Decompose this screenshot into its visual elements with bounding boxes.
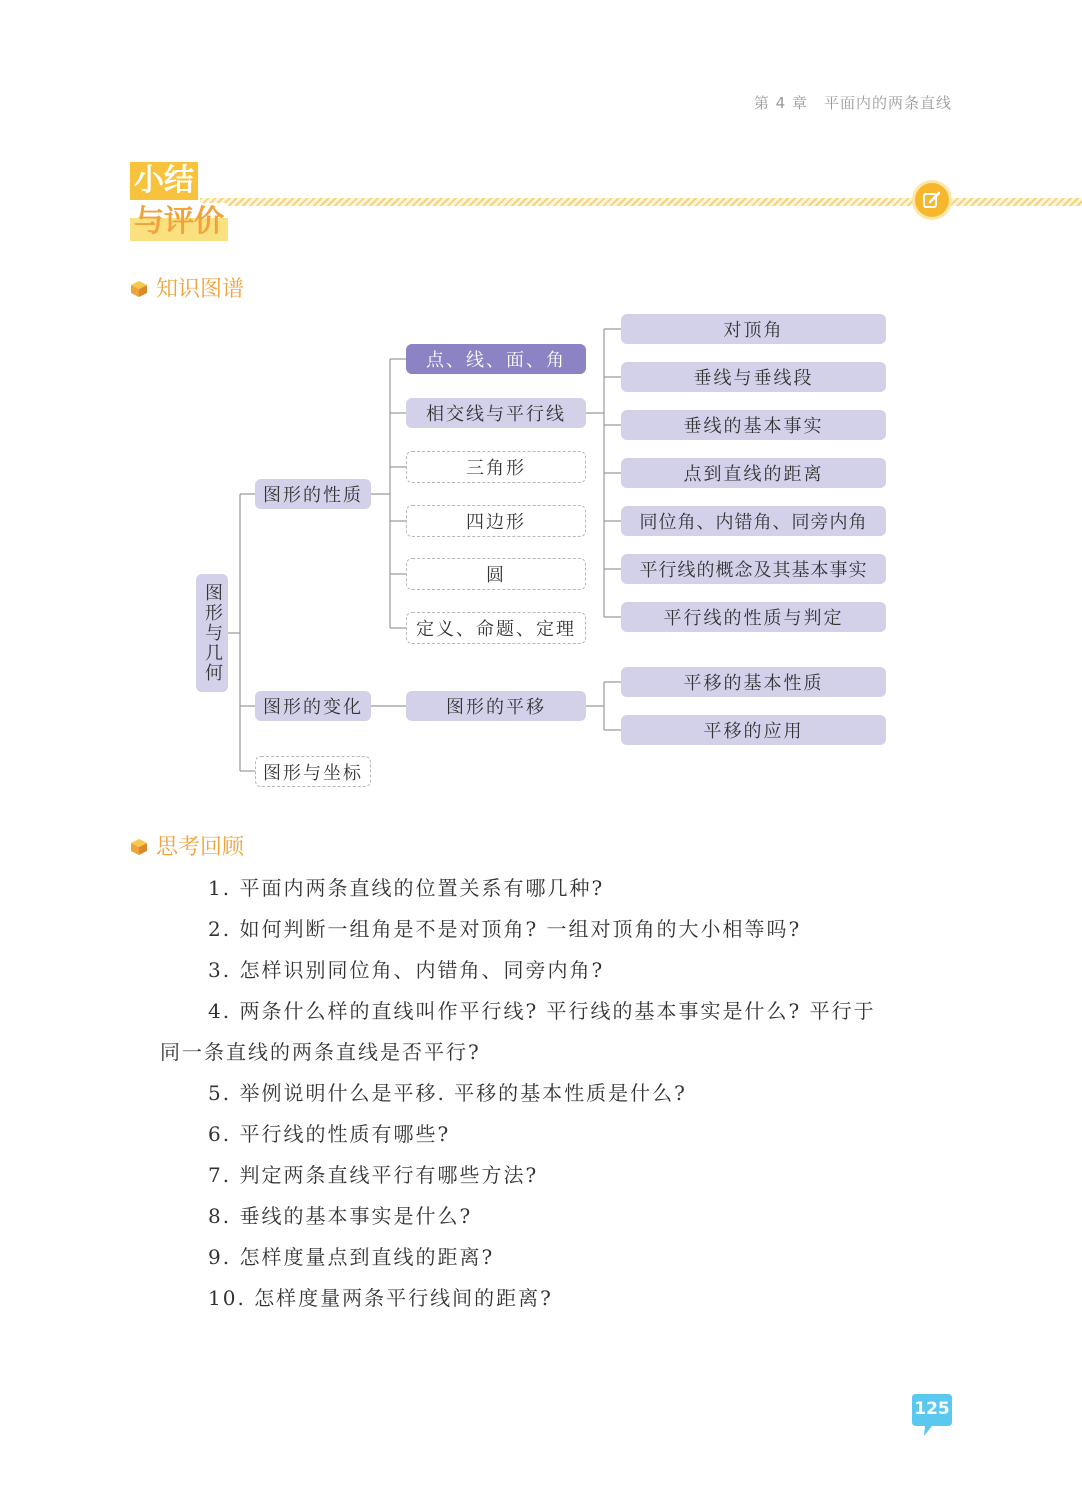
- page-number-badge: [910, 1392, 954, 1430]
- map-leaf-angle-types: 同位角、内错角、同旁内角: [621, 506, 886, 536]
- map-node-translation: 图形的平移: [406, 691, 586, 721]
- map-leaf-parallel-properties: 平行线的性质与判定: [621, 602, 886, 632]
- map-leaf-translation-properties: 平移的基本性质: [621, 667, 886, 697]
- map-leaf-parallel-concept: 平行线的概念及其基本事实: [621, 554, 886, 584]
- map-node-properties: 图形的性质: [255, 479, 371, 509]
- map-node-circle: 圆: [406, 558, 586, 590]
- question-4: 4. 两条什么样的直线叫作平行线? 平行线的基本事实是什么? 平行于: [208, 999, 876, 1023]
- map-leaf-perpendicular: 垂线与垂线段: [621, 362, 886, 392]
- question-6: 6. 平行线的性质有哪些?: [208, 1122, 451, 1146]
- knowledge-map-heading-text: 知识图谱: [156, 277, 245, 302]
- map-node-point-line-plane-angle: 点、线、面、角: [406, 344, 586, 374]
- map-node-quadrilateral: 四边形: [406, 505, 586, 537]
- map-leaf-vertical-angles: 对顶角: [621, 314, 886, 344]
- question-9: 9. 怎样度量点到直线的距离?: [208, 1245, 495, 1269]
- map-leaf-perpendicular-fact: 垂线的基本事实: [621, 410, 886, 440]
- page-number: 125: [914, 1399, 950, 1419]
- question-1: 1. 平面内两条直线的位置关系有哪几种?: [208, 876, 605, 900]
- map-node-change: 图形的变化: [255, 691, 371, 721]
- question-10: 10. 怎样度量两条平行线间的距离?: [208, 1286, 553, 1310]
- question-8: 8. 垂线的基本事实是什么?: [208, 1204, 473, 1228]
- cube-icon: [130, 838, 148, 856]
- map-node-intersecting-parallel: 相交线与平行线: [406, 398, 586, 428]
- section-title-line1: 小结: [130, 162, 198, 200]
- question-2: 2. 如何判断一组角是不是对顶角? 一组对顶角的大小相等吗?: [208, 917, 802, 941]
- question-5: 5. 举例说明什么是平移. 平移的基本性质是什么?: [208, 1081, 687, 1105]
- map-node-coordinates: 图形与坐标: [255, 756, 371, 787]
- section-title-line2: 与评价: [130, 203, 228, 241]
- question-4-continued: 同一条直线的两条直线是否平行?: [160, 1040, 481, 1064]
- map-root: 图形与几何: [196, 574, 228, 692]
- map-node-triangle: 三角形: [406, 451, 586, 483]
- review-heading: [130, 830, 244, 861]
- review-heading-text: 思考回顾: [156, 835, 245, 860]
- map-node-definition-proposition-theorem: 定义、命题、定理: [406, 612, 586, 644]
- question-3: 3. 怎样识别同位角、内错角、同旁内角?: [208, 958, 605, 982]
- map-leaf-translation-application: 平移的应用: [621, 715, 886, 745]
- question-7: 7. 判定两条直线平行有哪些方法?: [208, 1163, 539, 1187]
- running-head: 第 4 章 平面内的两条直线: [753, 94, 952, 112]
- map-leaf-point-line-distance: 点到直线的距离: [621, 458, 886, 488]
